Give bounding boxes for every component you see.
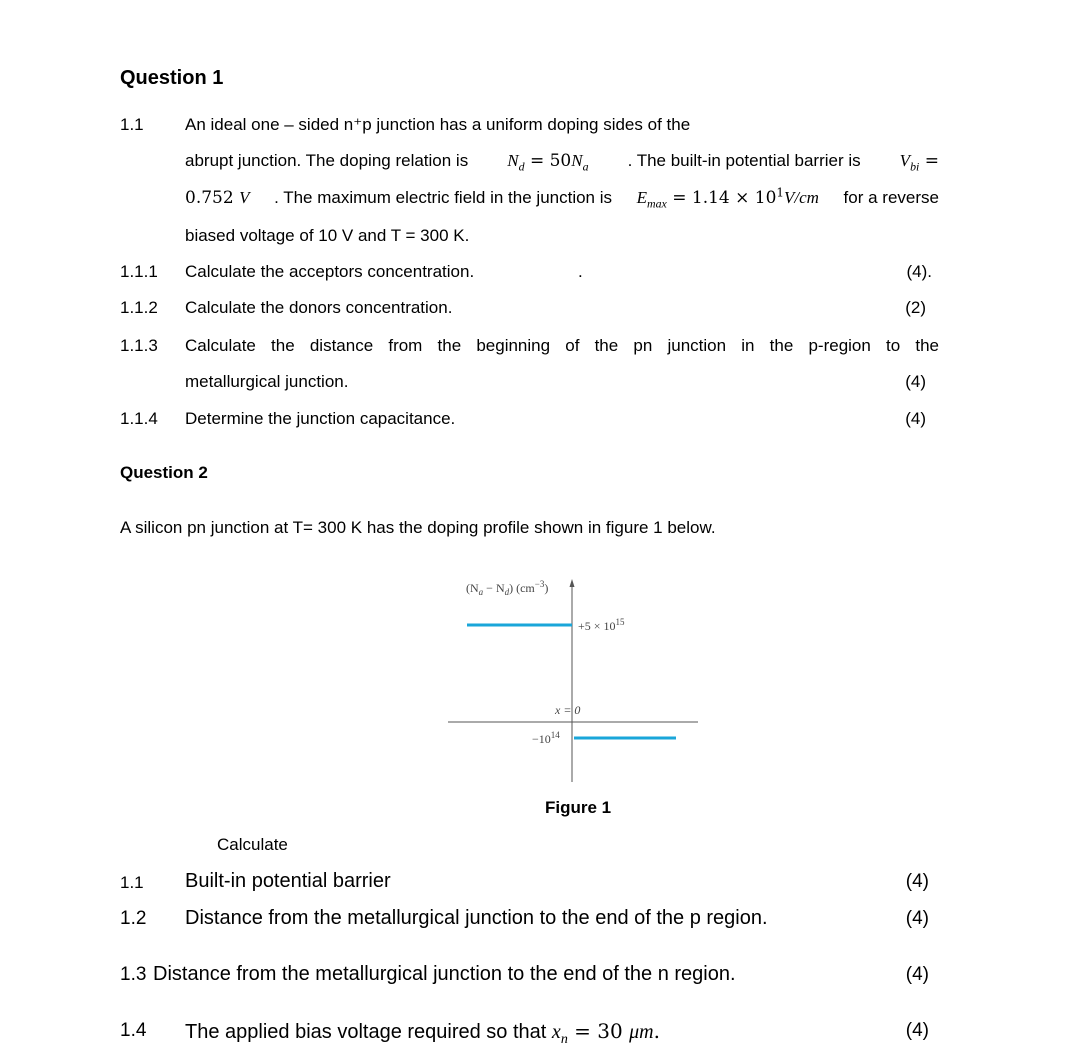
doping-relation-equation [507,151,589,174]
item-1-1-line-4: biased voltage of 10 V and T = 300 K. [185,226,470,245]
emax-var: E [636,188,648,207]
xn-end: . [653,1019,660,1043]
doping-rhs: = 50 [524,151,572,171]
emax-sub: max [647,196,667,211]
q2-item-1-3-text: Distance from the metallurgical junction to the end of the n region. [153,963,736,985]
origin-label: x = 0 [555,703,581,717]
item-1-1-line-3 [185,185,939,211]
emax-value: = 1.14 × 10 [666,188,777,208]
item-1-1-line-3-text: . The maximum electric field in the junction is [274,188,613,207]
vbi-sub: bi [910,159,920,174]
figure-1-caption: Figure 1 [545,798,612,817]
item-1-1-1-mark: (4). [906,262,932,281]
item-1-1-1-text: Calculate the acceptors concentration. [185,262,475,281]
q2-item-1-4-text-main: The applied bias voltage required so that [185,1021,547,1043]
item-1-1-line-3-text-2: for a reverse [843,188,939,207]
question-2-title: Question 2 [120,463,208,482]
item-1-1-1-number: 1.1.1 [120,262,158,281]
na-sub: a [582,159,589,174]
y-axis-label: $(N_a - N_d)$ $(cm^{-3})$ [466,579,549,597]
emax-unit: V/cm [784,188,819,207]
item-1-1-line-1: An ideal one – sided n⁺p junction has a uniform doping sides of the [185,115,691,134]
item-1-1-4-mark: (4) [905,409,926,428]
item-1-1-number: 1.1 [120,115,144,134]
doping-profile-figure [440,570,710,790]
lower-value-label: $-10^{14}$ [532,730,560,746]
nd-sub: d [518,159,525,174]
question-1-title: Question 1 [120,67,224,89]
item-1-1-3-text-2: metallurgical junction. [185,372,349,391]
item-1-1-1-dot: . [578,262,583,281]
item-1-1-4-text: Determine the junction capacitance. [185,409,456,428]
upper-value-label: $+5 \times 10^{15}$ [578,617,625,633]
item-1-1-2-mark: (2) [905,298,926,317]
nd-var: N [507,151,519,170]
item-1-1-3-mark: (4) [905,372,926,391]
q2-item-1-4-mark: (4) [905,1020,929,1041]
calculate-label: Calculate [217,835,288,854]
emax-exp: 1 [776,185,784,200]
vbi-equation [899,151,939,174]
q2-item-1-1-number: 1.1 [120,873,144,892]
q2-item-1-3-mark: (4) [905,964,929,985]
q2-item-1-3-number: 1.3 [120,964,147,985]
q2-item-1-1-text: Built-in potential barrier [185,870,391,892]
item-1-1-2-number: 1.1.2 [120,298,158,317]
na-var: N [571,151,583,170]
xn-rhs: = 30 [567,1019,630,1043]
vbi-eq: = [919,151,939,171]
xn-sub: n [560,1032,568,1047]
q2-item-1-4-text [185,1019,660,1047]
emax-equation [636,185,819,211]
xn-equation [551,1019,660,1047]
question-2-intro: A silicon pn junction at T= 300 K has the doping profile shown in figure 1 below. [120,518,716,537]
q2-item-1-2-number: 1.2 [120,908,147,929]
q2-item-1-2-mark: (4) [905,908,929,929]
item-1-1-line-2 [185,151,939,174]
vbi-number: 0.752 [185,188,234,208]
q2-item-1-1-mark: (4) [905,871,929,892]
item-1-1-2-text: Calculate the donors concentration. [185,298,453,317]
item-1-1-4-number: 1.1.4 [120,409,158,428]
q2-item-1-4-number: 1.4 [120,1020,147,1041]
q2-item-1-2-text: Distance from the metallurgical junction to the end of the p region. [185,907,768,929]
vbi-unit: V [239,188,250,207]
item-1-1-line-2-text: abrupt junction. The doping relation is [185,151,469,170]
item-1-1-line-2-text-2: . The built-in potential barrier is [627,151,861,170]
vbi-var: V [899,151,911,170]
vbi-value [185,188,249,208]
item-1-1-3-text: Calculate the distance from the beginning of the pn junction in the p-region to the [185,336,939,355]
y-axis-arrow-icon [570,579,575,587]
xn-unit: μm [629,1021,654,1043]
xn-var: x [551,1021,561,1043]
item-1-1-3-number: 1.1.3 [120,336,158,355]
